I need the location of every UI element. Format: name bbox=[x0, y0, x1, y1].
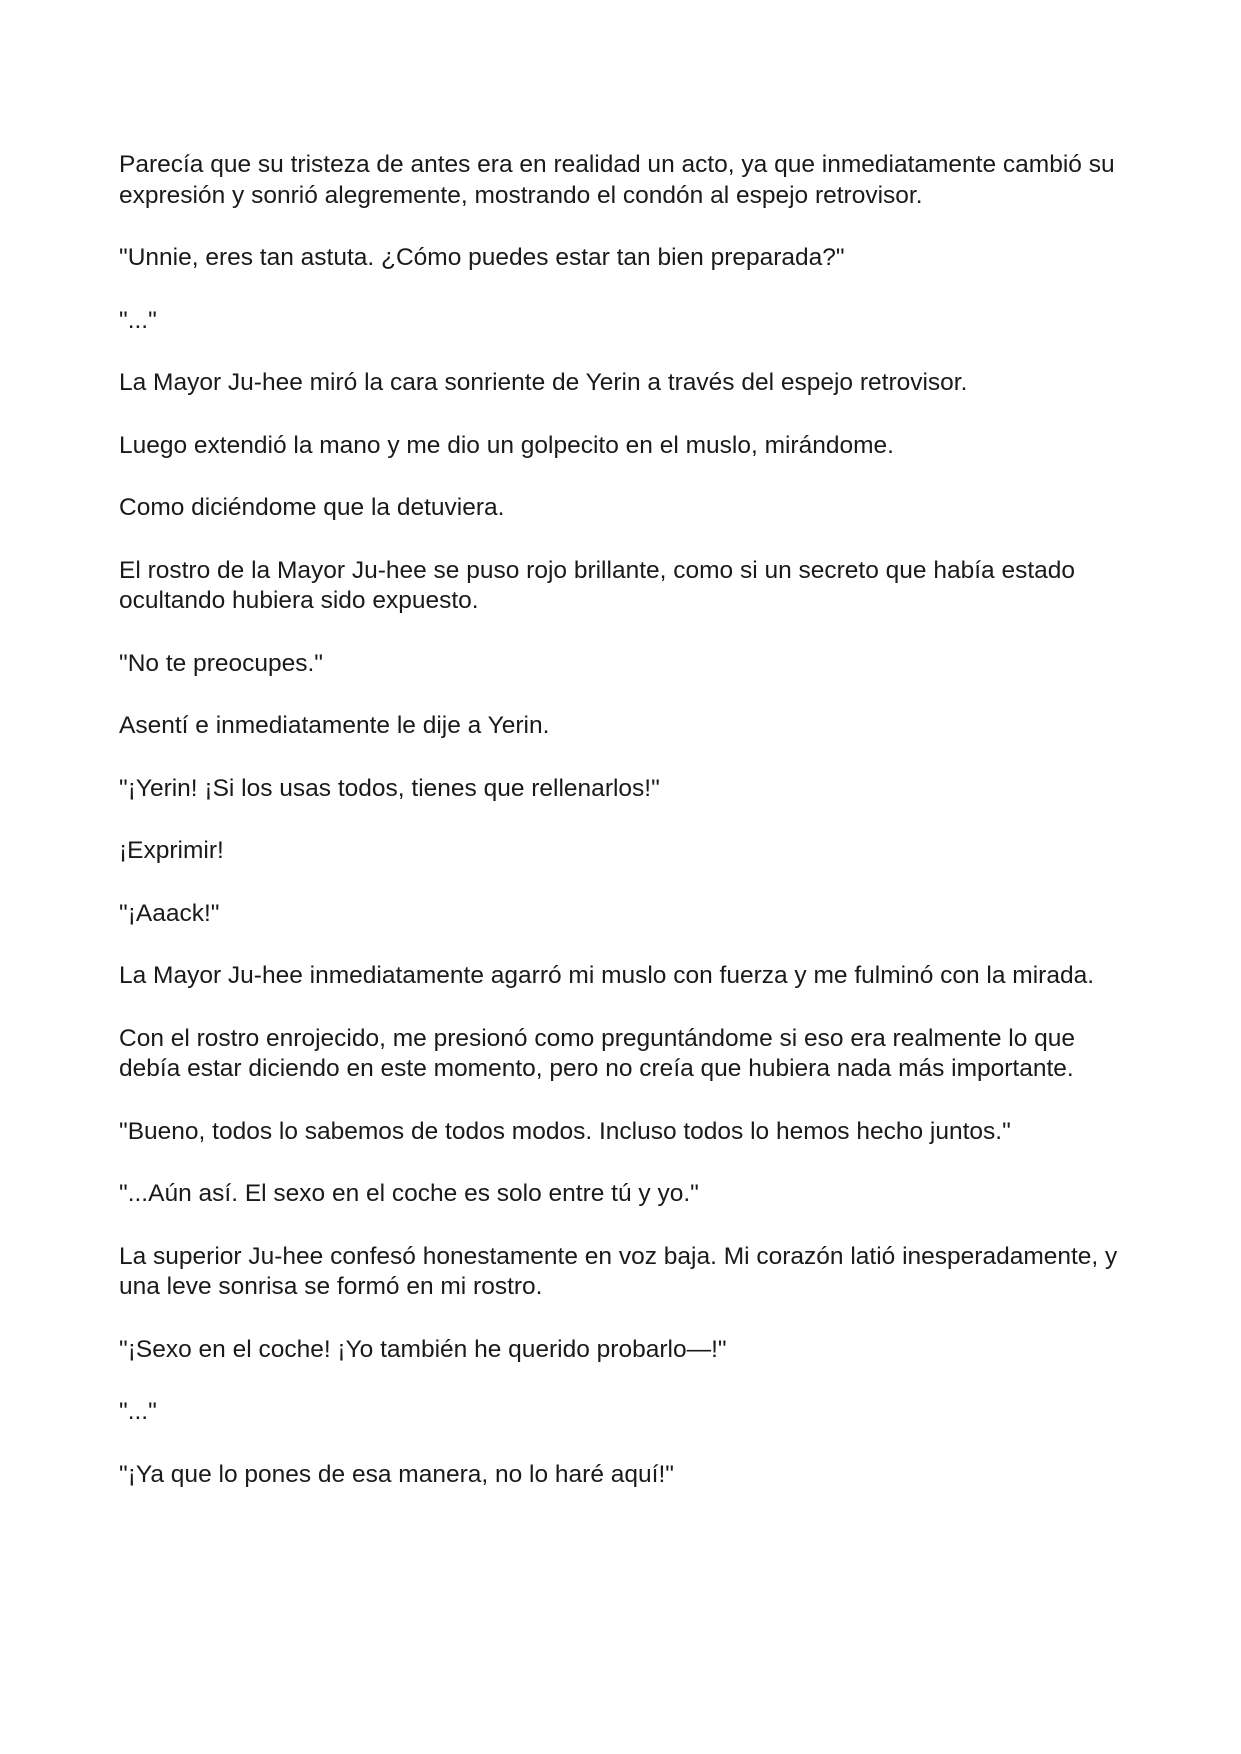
paragraph: "¡Aaack!" bbox=[119, 899, 220, 927]
paragraph: Con el rostro enrojecido, me presionó como preguntándome si eso era realmente lo que debía estar diciendo en este momento, pero no creía que hubiera nada más importante. bbox=[119, 1024, 1076, 1082]
paragraph: "...Aún así. El sexo en el coche es solo entre tú y yo." bbox=[119, 1180, 699, 1207]
paragraph: La superior Ju-hee confesó honestamente en voz baja. Mi corazón latió inesperadamente, y una leve sonrisa se formó en mi rostro. bbox=[119, 1242, 1118, 1300]
paragraph: La Mayor Ju-hee miró la cara sonriente de Yerin a través del espejo retrovisor. bbox=[119, 369, 968, 396]
paragraph: ¡Exprimir! bbox=[119, 837, 224, 864]
paragraph: El rostro de la Mayor Ju-hee se puso rojo brillante, como si un secreto que había estado ocultando hubiera sido expuesto. bbox=[119, 556, 1076, 614]
paragraph: Parecía que su tristeza de antes era en realidad un acto, ya que inmediatamente cambió su expresión y sonrió alegremente, mostrando el condón al espejo retrovisor. bbox=[119, 151, 1115, 209]
paragraph: "Unnie, eres tan astuta. ¿Cómo puedes estar tan bien preparada?" bbox=[119, 244, 845, 271]
paragraph: "¡Ya que lo pones de esa manera, no lo haré aquí!" bbox=[119, 1460, 674, 1488]
paragraph: Como diciéndome que la detuviera. bbox=[119, 494, 505, 521]
paragraph: "..." bbox=[119, 306, 157, 334]
paragraph: "¡Yerin! ¡Si los usas todos, tienes que rellenarlos!" bbox=[119, 774, 660, 802]
paragraph: Luego extendió la mano y me dio un golpecito en el muslo, mirándome. bbox=[119, 431, 894, 459]
document-body bbox=[119, 150, 1129, 1522]
paragraph: "Bueno, todos lo sabemos de todos modos. Incluso todos lo hemos hecho juntos." bbox=[119, 1117, 1011, 1145]
paragraph: La Mayor Ju-hee inmediatamente agarró mi muslo con fuerza y me fulminó con la mirada. bbox=[119, 962, 1094, 989]
paragraph: "¡Sexo en el coche! ¡Yo también he querido probarlo—!" bbox=[119, 1335, 727, 1363]
paragraph: Asentí e inmediatamente le dije a Yerin. bbox=[119, 712, 550, 739]
paragraph: "..." bbox=[119, 1398, 157, 1425]
paragraph: "No te preocupes." bbox=[119, 649, 323, 677]
